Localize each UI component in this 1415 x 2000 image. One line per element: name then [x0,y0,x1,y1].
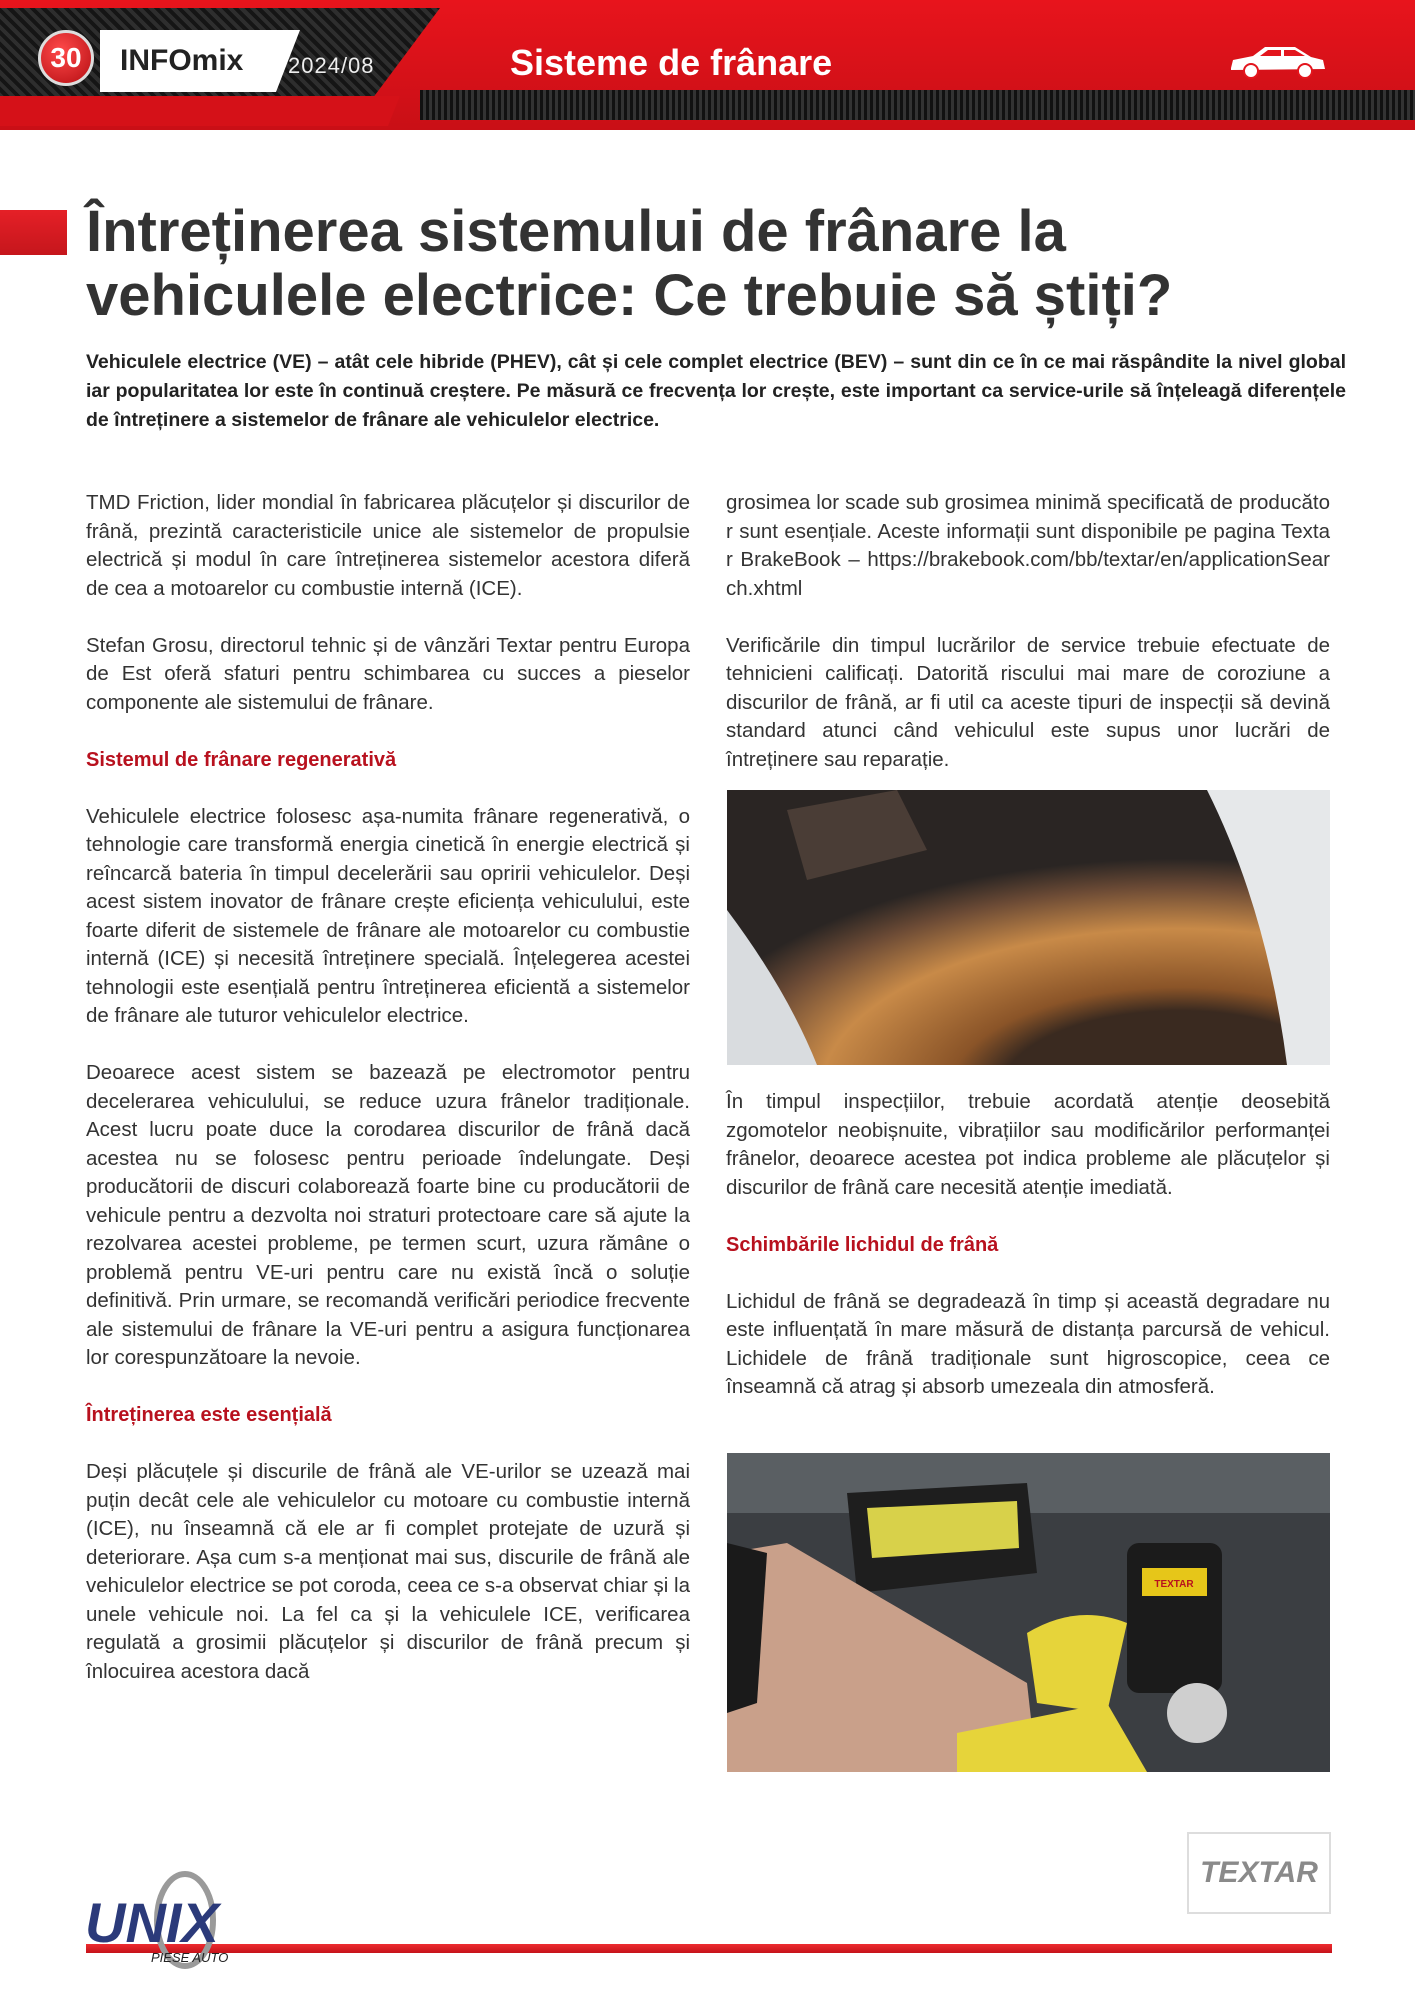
subheading: Întreținerea este esențială [86,1404,332,1426]
paragraph: Deși plăcuțele și discurile de frână ale VE-urilor se uzează mai puțin decât cele ale vehiculelor cu motoare cu combustie internă (ICE), nu înseamnă că ele ar fi complet protejate de uzură și deteriorare. Așa cum s-a menționat mai sus, discurile de frână ale vehiculelor electrice se pot coroda, ceea ce s-a observat chiar și la unele vehicule noi. La fel ca și la vehiculele ICE, verificarea regulată a grosimii plăcuțelor și discurilor de frână precum și înlocuirea acestora dacă [86,1460,690,1683]
paragraph: grosimea lor scade sub grosimea minimă specificată de producător sunt esențiale. Aceste informații sunt disponibile pe pagina Textar BrakeBook – https://brakebook.com/bb/textar/en/applicationSearch.xhtml [726,491,1330,600]
article-title [86,200,1366,328]
issue-date: 2024/08 [288,53,375,78]
header-red-band [0,96,400,126]
title-line-2: vehiculele electrice: Ce trebuie să știți? [86,263,1173,328]
left-column [86,489,690,1715]
subheading: Sistemul de frânare regenerativă [86,748,397,771]
page-number-badge: 30 [38,30,94,86]
magazine-name: INFOmix [120,44,244,77]
title-accent-bar [0,210,67,255]
right-column-top [726,489,1330,803]
brake-fluid-tester-photo [727,1453,1330,1772]
tester-label: TEXTAR [1154,1579,1194,1590]
unix-logo-subtext: PIESE AUTO [151,1950,229,1965]
brake-disc-photo [727,790,1330,1065]
subheading: Schimbările lichidul de frână [726,1233,999,1256]
paragraph: Lichidul de frână se degradează în timp și această degradare nu este influențată în mare măsură de distanța parcursă de vehicul. Lichidele de frână tradiționale sunt higroscopice, ceea ce înseamnă că atrag și absorb umezeala din atmosferă. [726,1289,1330,1398]
paragraph: Vehiculele electrice folosesc așa-numita frânare regenerativă, o tehnologie care transformă energia cinetică în energie electrică și reîncarcă bateria în timpul decelerării sau opririi vehiculelor. Deși acest sistem inovator de frânare crește eficiența vehiculului, este foarte diferit de sistemele de frânare ale motoarelor cu combustie internă (ICE) și necesită întreținere specială. Înțelegerea acestei tehnologii este esențială pentru întreținerea eficientă a sistemelor de frânare ale tuturor vehiculelor electrice. [86,804,690,1027]
textar-logo: TEXTAR [1187,1832,1331,1914]
paragraph: Stefan Grosu, directorul tehnic și de vânzări Textar pentru Europa de Est oferă sfaturi pentru schimbarea cu succes a pieselor componente ale sistemului de frânare. [86,633,690,714]
right-column-middle [726,1088,1330,1430]
car-icon [1225,42,1329,82]
paragraph: TMD Friction, lider mondial în fabricarea plăcuțelor și discurilor de frână, prezintă caracteristicile unice ale sistemelor de propulsie electrică și modul în care întreținerea sistemelor acestora diferă de cea a motoarelor cu combustie internă (ICE). [86,491,690,600]
article-intro: Vehiculele electrice (VE) – atât cele hibride (PHEV), cât și cele complet electrice (BEV) – sunt din ce în ce mai răspândite la nivel global iar popularitatea lor este în continuă creștere. Pe măsură ce frecvența lor crește, este important ca service-urile să înțeleagă diferențele de întreținere a sistemelor de frânare ale vehiculelor electrice. [86,351,1346,431]
unix-logo-text: UNIX [85,1891,219,1954]
section-title: Sisteme de frânare [510,42,833,83]
unix-logo [85,1870,275,1970]
paragraph: Verificările din timpul lucrărilor de service trebuie efectuate de tehnicieni calificați. Datorită riscului mai mare de coroziune a discurilor de frână, ar fi util ca aceste tipuri de inspecții să devină standard atunci când vehiculul este supus unor lucrări de întreținere sau reparație. [726,633,1330,771]
carbon-strip [420,90,1415,120]
title-line-1: Întreținerea sistemului de frânare la [86,199,1066,264]
paragraph: Deoarece acest sistem se bazează pe electromotor pentru decelerarea vehiculului, se reduce uzura frânelor tradiționale. Acest lucru poate duce la corodarea discurilor de frână dacă acestea nu se folosesc pentru perioade îndelungate. Deși producătorii de discuri colaborează foarte bine cu producătorii de vehicule pentru a dezvolta noi straturi protectoare care să ajute la rezolvarea acestei probleme, pe termen scurt, uzura rămâne o problemă pentru VE-uri pentru care nu există încă o soluție definitivă. Prin urmare, se recomandă verificări periodice frecvente ale sistemului de frânare la VE-uri pentru a asigura funcționarea lor corespunzătoare la nevoie. [86,1061,690,1369]
paragraph: În timpul inspecțiilor, trebuie acordată atenție deosebită zgomotelor neobișnuite, vibrațiilor sau modificărilor performanței frânelor, deoarece acestea pot indica probleme ale plăcuțelor și discurilor de frână care necesită atenție imediată. [726,1090,1330,1199]
